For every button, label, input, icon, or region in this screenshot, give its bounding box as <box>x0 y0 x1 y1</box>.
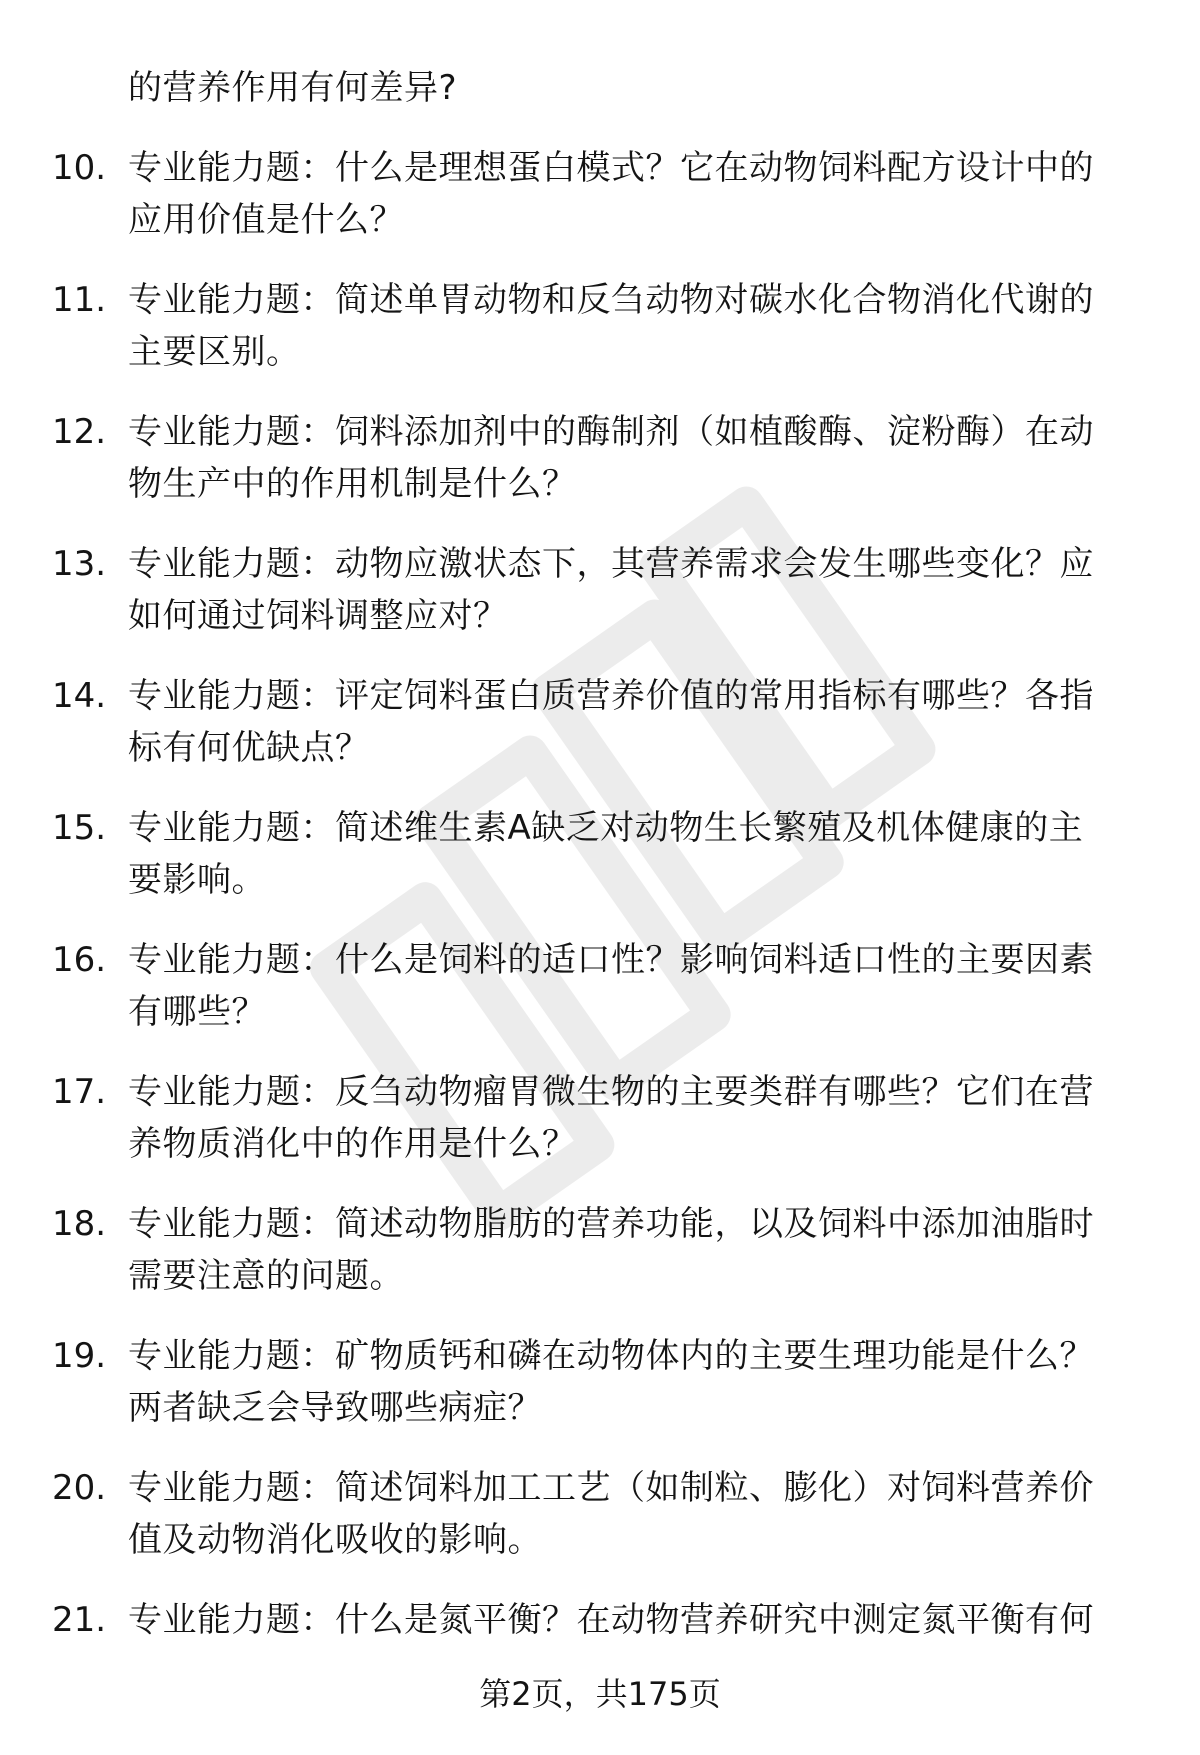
question-number: 15. <box>52 808 107 848</box>
question-text <box>128 934 1138 1038</box>
question-item <box>0 670 1200 802</box>
question-line: 专业能力题：什么是理想蛋白模式？它在动物饲料配方设计中的 <box>128 148 1094 188</box>
question-line: 专业能力题：反刍动物瘤胃微生物的主要类群有哪些？它们在营 <box>128 1072 1094 1112</box>
question-line: 标有何优缺点？ <box>128 728 370 768</box>
question-line: 专业能力题：评定饲料蛋白质营养价值的常用指标有哪些？各指 <box>128 676 1094 716</box>
question-number: 17. <box>52 1072 107 1112</box>
question-line: 专业能力题：什么是氮平衡？在动物营养研究中测定氮平衡有何 <box>128 1600 1094 1640</box>
question-text <box>128 802 1138 906</box>
question-line: 专业能力题：动物应激状态下，其营养需求会发生哪些变化？应 <box>128 544 1094 584</box>
question-line: 专业能力题：简述单胃动物和反刍动物对碳水化合物消化代谢的 <box>128 280 1094 320</box>
question-line: 物生产中的作用机制是什么？ <box>128 464 577 504</box>
question-item <box>0 802 1200 934</box>
question-text <box>128 1594 1138 1646</box>
question-text <box>128 1066 1138 1170</box>
question-item <box>0 1198 1200 1330</box>
question-number: 12. <box>52 412 107 452</box>
question-line: 专业能力题：简述动物脂肪的营养功能，以及饲料中添加油脂时 <box>128 1204 1094 1244</box>
question-number: 16. <box>52 940 107 980</box>
question-text <box>128 1462 1138 1566</box>
question-number: 13. <box>52 544 107 584</box>
question-number: 21. <box>52 1600 107 1640</box>
question-list <box>0 142 1200 1726</box>
question-number: 19. <box>52 1336 107 1376</box>
question-item <box>0 1330 1200 1462</box>
question-text <box>128 274 1138 378</box>
question-line: 应用价值是什么？ <box>128 200 404 240</box>
question-item <box>0 142 1200 274</box>
question-line: 有哪些？ <box>128 992 266 1032</box>
question-line: 专业能力题：饲料添加剂中的酶制剂（如植酸酶、淀粉酶）在动 <box>128 412 1094 452</box>
question-number: 14. <box>52 676 107 716</box>
question-line: 养物质消化中的作用是什么？ <box>128 1124 577 1164</box>
question-item <box>0 406 1200 538</box>
page-footer: 第2页，共175页 <box>479 1675 721 1713</box>
question-item <box>0 934 1200 1066</box>
question-text <box>128 1330 1138 1434</box>
question-item <box>0 1066 1200 1198</box>
question-text <box>128 142 1138 246</box>
question-item <box>0 274 1200 406</box>
question-line: 主要区别。 <box>128 332 301 372</box>
question-item <box>0 1462 1200 1594</box>
question-line: 值及动物消化吸收的影响。 <box>128 1520 542 1560</box>
question-line: 专业能力题：什么是饲料的适口性？影响饲料适口性的主要因素 <box>128 940 1094 980</box>
question-number: 18. <box>52 1204 107 1244</box>
question-line: 专业能力题：简述维生素A缺乏对动物生长繁殖及机体健康的主 <box>128 808 1084 848</box>
question-text <box>128 1198 1138 1302</box>
question-text <box>128 538 1138 642</box>
continuation-text: 的营养作用有何差异? <box>128 68 458 108</box>
question-text <box>128 670 1138 774</box>
question-number: 11. <box>52 280 107 320</box>
question-line: 两者缺乏会导致哪些病症？ <box>128 1388 542 1428</box>
question-line: 需要注意的问题。 <box>128 1256 404 1296</box>
question-line: 要影响。 <box>128 860 266 900</box>
question-number: 20. <box>52 1468 107 1508</box>
question-number: 10. <box>52 148 107 188</box>
question-item <box>0 538 1200 670</box>
question-text <box>128 406 1138 510</box>
question-line: 专业能力题：简述饲料加工工艺（如制粒、膨化）对饲料营养价 <box>128 1468 1094 1508</box>
question-line: 专业能力题：矿物质钙和磷在动物体内的主要生理功能是什么？ <box>128 1336 1094 1376</box>
question-line: 如何通过饲料调整应对？ <box>128 596 508 636</box>
